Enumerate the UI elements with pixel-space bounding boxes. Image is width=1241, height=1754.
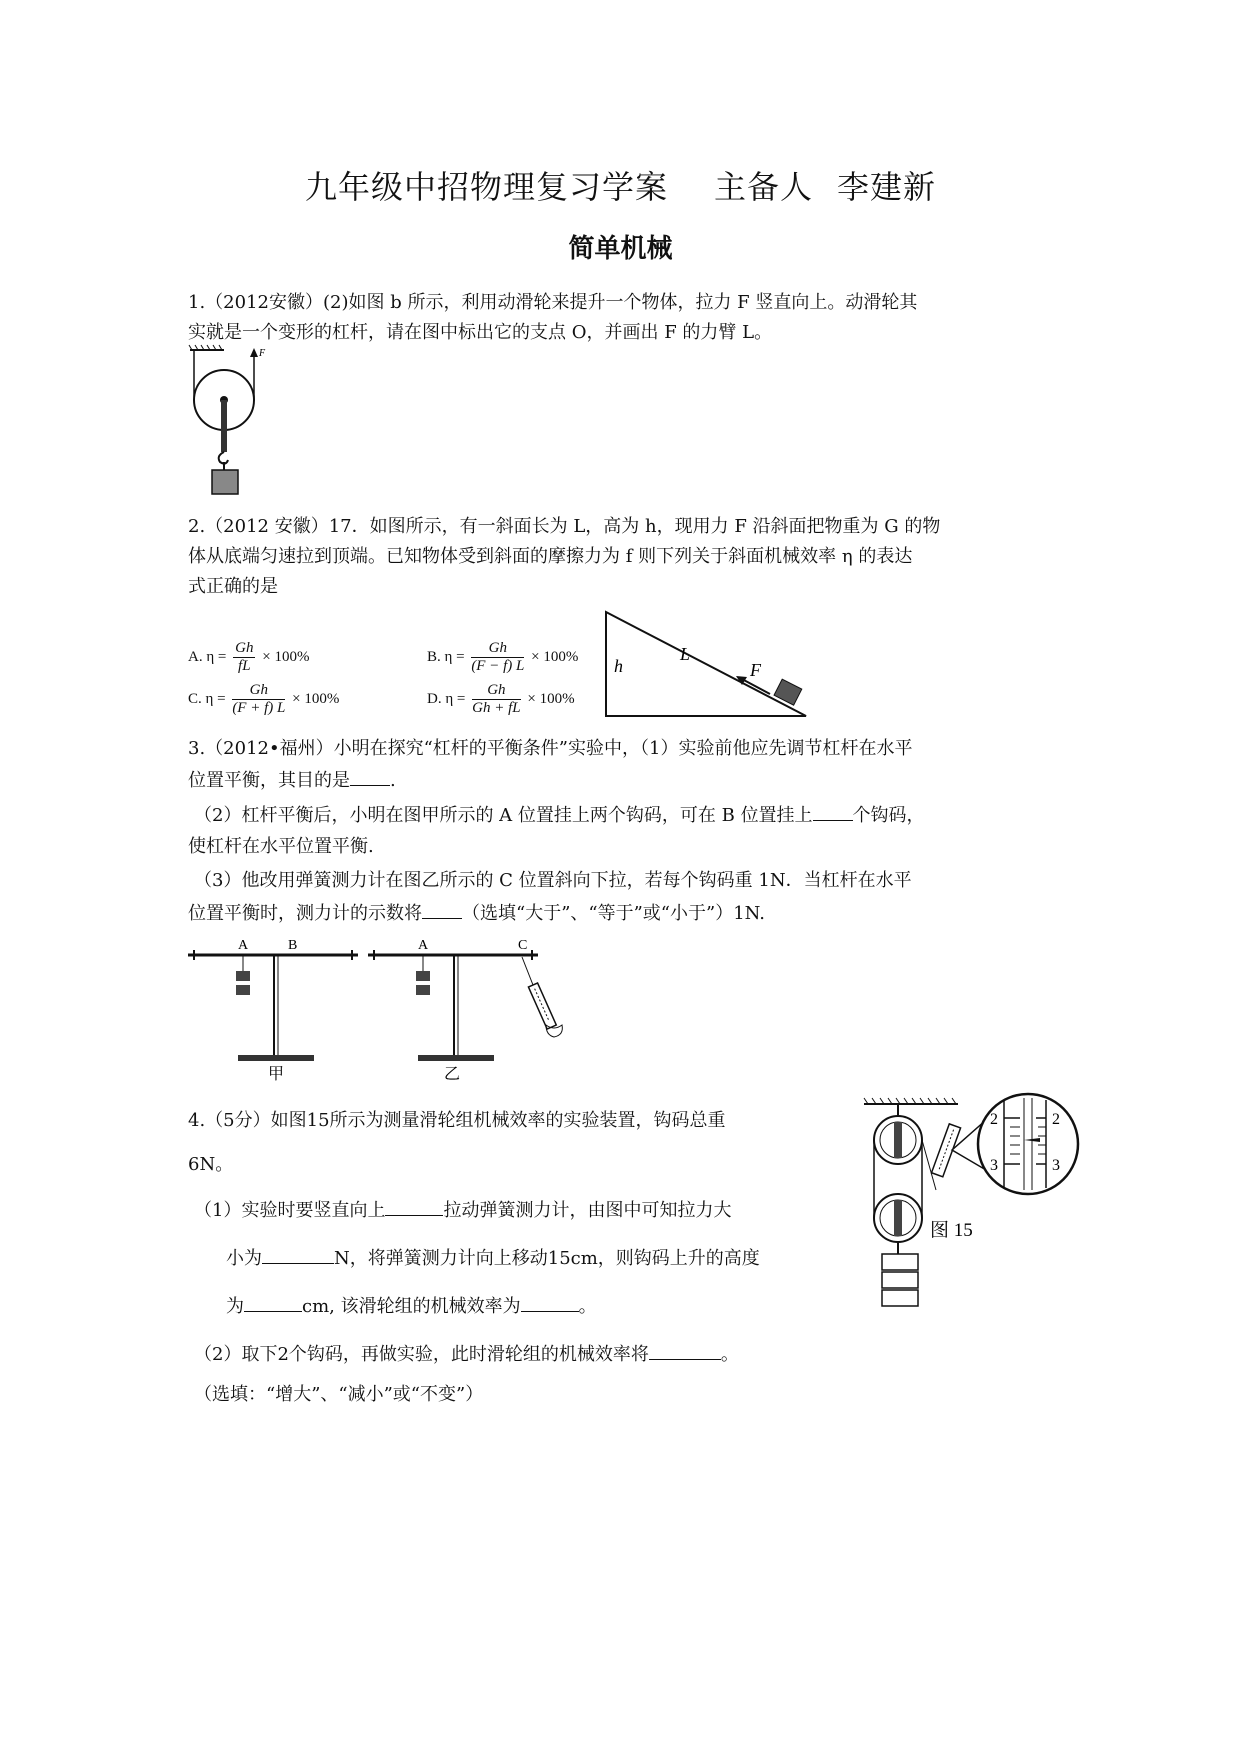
q3-line-3 bbox=[194, 801, 925, 827]
option-c-prefix: C. η = bbox=[188, 690, 226, 707]
q2-force-label: F bbox=[750, 660, 761, 680]
preparer-label: 主备人 bbox=[713, 168, 813, 206]
q3-label-jia: 甲 bbox=[268, 1066, 285, 1083]
q3-label-a-yi: A bbox=[418, 938, 429, 953]
option-b-prefix: B. η = bbox=[427, 648, 465, 665]
q4-line-5 bbox=[226, 1292, 597, 1318]
scale-label-3-right: 3 bbox=[1052, 1157, 1060, 1174]
option-a-numerator: Gh bbox=[235, 640, 254, 656]
option-d-prefix: D. η = bbox=[427, 690, 466, 707]
q2-incline-figure bbox=[604, 610, 808, 720]
option-a-prefix: A. η = bbox=[188, 648, 227, 665]
q4-line-1: 4.（5分）如图15所示为测量滑轮组机械效率的实验装置，钩码总重 bbox=[188, 1110, 726, 1131]
q1-force-label: F bbox=[259, 348, 266, 359]
q3-line-3-end: 个钩码， bbox=[852, 805, 925, 826]
q3-blank-2[interactable] bbox=[813, 802, 853, 821]
q4-line-5-text: 为 bbox=[226, 1296, 244, 1317]
q3-label-b: B bbox=[288, 938, 298, 953]
q4-blank-5[interactable] bbox=[649, 1341, 721, 1360]
q3-line-5: （3）他改用弹簧测力计在图乙所示的 C 位置斜向下拉，若每个钩码重 1N．当杠杆在水平 bbox=[194, 870, 912, 891]
q3-label-a-jia: A bbox=[238, 938, 249, 953]
q4-line-5-end: 。 bbox=[578, 1296, 597, 1317]
q4-pulley-figure bbox=[862, 1094, 1084, 1322]
q3-line-1: 3.（2012•福州）小明在探究“杠杆的平衡条件”实验中，（1）实验前他应先调节杠杆在水平 bbox=[188, 738, 913, 759]
option-c-denominator: (F + f) L bbox=[232, 700, 286, 716]
q3-figure-yi bbox=[368, 938, 562, 1083]
q4-blank-1[interactable] bbox=[385, 1197, 443, 1216]
option-d-suffix: × 100% bbox=[527, 690, 575, 707]
option-c-suffix: × 100% bbox=[292, 690, 340, 707]
q4-line-3-text: （1）实验时要竖直向上 bbox=[194, 1200, 386, 1221]
option-c-numerator: Gh bbox=[232, 682, 285, 700]
q4-line-6 bbox=[194, 1340, 739, 1366]
q4-line-3-end: 拉动弹簧测力计，由图中可知拉力大 bbox=[443, 1200, 732, 1221]
q1-line-1: 1.（2012安徽）(2)如图 b 所示，利用动滑轮来提升一个物体，拉力 F 竖直向上。动滑轮其 bbox=[188, 292, 918, 313]
q3-line-6-text: 位置平衡时，测力计的示数将 bbox=[188, 903, 422, 924]
q4-blank-4[interactable] bbox=[521, 1293, 579, 1312]
q2-line-3: 式正确的是 bbox=[188, 576, 278, 597]
q3-lever-figures bbox=[188, 935, 568, 1085]
scale-label-2-right: 2 bbox=[1052, 1111, 1060, 1128]
preparer-name: 李建新 bbox=[837, 168, 937, 206]
option-d-denominator: Gh + fL bbox=[472, 700, 521, 716]
page-title bbox=[0, 162, 1241, 208]
q3-figure-jia bbox=[188, 938, 358, 1083]
q4-line-6-text: （2）取下2个钩码，再做实验，此时滑轮组的机械效率将 bbox=[194, 1344, 649, 1365]
q3-line-6 bbox=[188, 899, 765, 925]
q1-line-2: 实就是一个变形的杠杆，请在图中标出它的支点 O，并画出 F 的力臂 L。 bbox=[188, 322, 773, 343]
option-b-suffix: × 100% bbox=[531, 648, 579, 665]
q4-line-2: 6N。 bbox=[188, 1154, 234, 1175]
option-a-denominator: fL bbox=[238, 658, 251, 674]
option-b-numerator: Gh bbox=[471, 640, 524, 658]
q3-line-2-end: . bbox=[390, 770, 396, 791]
option-a-suffix: × 100% bbox=[262, 648, 310, 665]
q2-line-1: 2.（2012 安徽）17．如图所示，有一斜面长为 L，高为 h，现用力 F 沿斜面把物重为 G 的物 bbox=[188, 516, 941, 537]
q3-label-yi: 乙 bbox=[444, 1066, 461, 1083]
q4-line-6-end: 。 bbox=[720, 1344, 739, 1365]
q3-line-6-end: （选填“大于”、“等于”或“小于”）1N. bbox=[462, 903, 765, 924]
q2-option-b[interactable] bbox=[427, 640, 578, 675]
q4-line-4 bbox=[226, 1244, 760, 1270]
option-b-denominator: (F − f) L bbox=[471, 658, 525, 674]
scale-label-3-left: 3 bbox=[990, 1157, 998, 1174]
q3-line-3-text: （2）杠杆平衡后，小明在图甲所示的 A 位置挂上两个钩码，可在 B 位置挂上 bbox=[194, 805, 813, 826]
q2-option-c[interactable] bbox=[188, 682, 339, 717]
q3-line-4: 使杠杆在水平位置平衡. bbox=[188, 836, 374, 857]
q3-blank-1[interactable] bbox=[350, 767, 390, 786]
q3-blank-3[interactable] bbox=[422, 900, 462, 919]
q3-line-2 bbox=[188, 766, 396, 792]
scale-label-2-left: 2 bbox=[990, 1111, 998, 1128]
q2-option-a[interactable] bbox=[188, 640, 309, 675]
q4-line-4-end: N，将弹簧测力计向上移动15cm，则钩码上升的高度 bbox=[334, 1248, 760, 1269]
q1-pulley-figure bbox=[188, 348, 288, 500]
title-text: 九年级中招物理复习学案 bbox=[304, 168, 668, 206]
q3-line-2-text: 位置平衡，其目的是 bbox=[188, 770, 350, 791]
q3-label-c: C bbox=[518, 938, 528, 953]
q4-line-7: （选填：“增大”、“减小”或“不变”） bbox=[194, 1384, 484, 1405]
option-d-numerator: Gh bbox=[472, 682, 520, 700]
q4-line-5-mid: cm, 该滑轮组的机械效率为 bbox=[302, 1296, 521, 1317]
q2-line-2: 体从底端匀速拉到顶端。已知物体受到斜面的摩擦力为 f 则下列关于斜面机械效率 η 的表达 bbox=[188, 546, 913, 567]
q2-option-d[interactable] bbox=[427, 682, 575, 717]
q4-blank-3[interactable] bbox=[244, 1293, 302, 1312]
q4-line-3 bbox=[194, 1196, 731, 1222]
q2-length-label: L bbox=[680, 644, 691, 664]
section-title: 简单机械 bbox=[568, 234, 673, 264]
q4-line-4-text: 小为 bbox=[226, 1248, 262, 1269]
q4-figure-label: 图 15 bbox=[930, 1220, 973, 1241]
q4-blank-2[interactable] bbox=[262, 1245, 334, 1264]
q2-height-label: h bbox=[614, 656, 623, 676]
